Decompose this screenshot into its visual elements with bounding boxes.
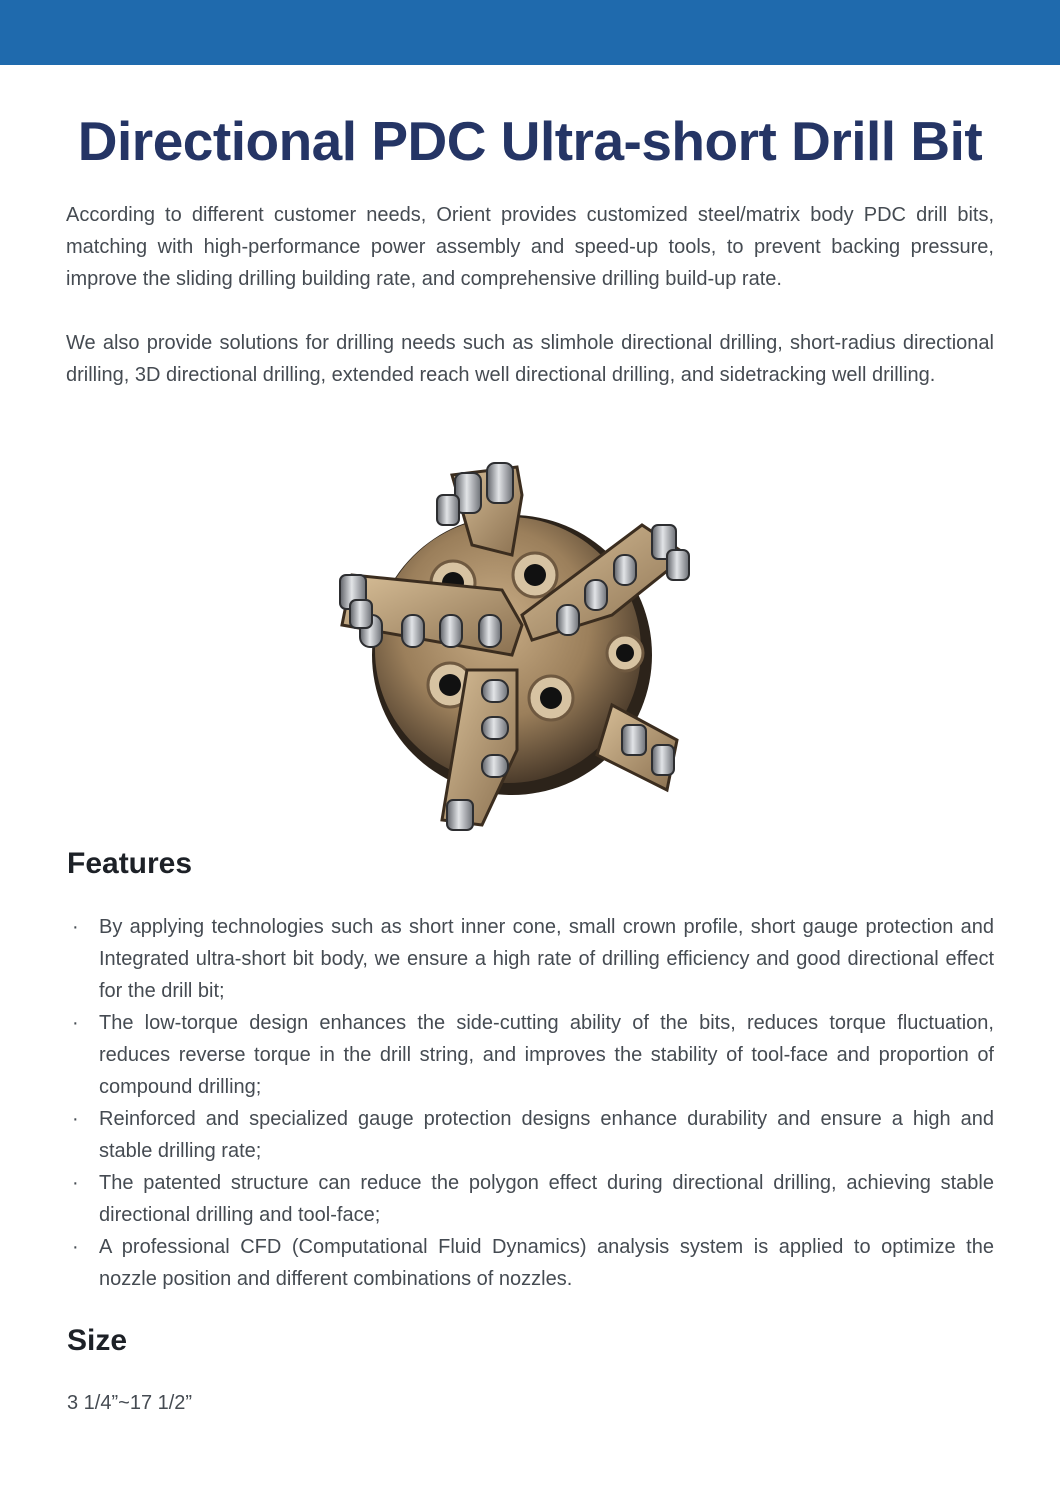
list-item (66, 1103, 994, 1167)
intro-paragraph-2: We also provide solutions for drilling needs such as slimhole directional drilling, short-radius directional drilling, 3D directional drilling, extended reach well directional drilling, and sidetracking well drilling. (66, 332, 994, 386)
bullet-dot: · (72, 1012, 79, 1034)
feature-text: The low-torque design enhances the side-cutting ability of the bits, reduces torque fluctuation, reduces reverse torque in the drill string, and improves the stability of tool-face and proportion of compound drilling; (99, 1012, 994, 1098)
feature-text: The patented structure can reduce the polygon effect during directional drilling, achieving stable directional drilling and tool-face; (99, 1172, 994, 1226)
feature-text: Reinforced and specialized gauge protection designs enhance durability and ensure a high and stable drilling rate; (99, 1108, 994, 1162)
bullet-dot: · (72, 1108, 79, 1130)
drill-bit-image (322, 455, 702, 845)
features-list (66, 911, 994, 1295)
list-item (66, 911, 994, 1007)
bullet-dot: · (72, 1172, 79, 1194)
feature-text: A professional CFD (Computational Fluid Dynamics) analysis system is applied to optimize the nozzle position and different combinations of nozzles. (99, 1236, 994, 1290)
list-item (66, 1231, 994, 1295)
feature-text: By applying technologies such as short inner cone, small crown profile, short gauge protection and Integrated ultra-short bit body, we ensure a high rate of drilling efficiency and good directional effect for the drill bit; (99, 916, 994, 1002)
header-band (0, 0, 1060, 65)
features-heading: Features (67, 847, 193, 880)
size-heading: Size (67, 1324, 128, 1357)
intro-paragraph-1: According to different customer needs, Orient provides customized steel/matrix body PDC drill bits, matching with high-performance power assembly and speed-up tools, to prevent backing pressure, improve the sliding drilling building rate, and comprehensive drilling build-up rate. (66, 204, 994, 290)
list-item (66, 1167, 994, 1231)
bullet-dot: · (72, 916, 79, 938)
size-value: 3 1/4”~17 1/2” (67, 1392, 193, 1414)
bullet-dot: · (72, 1236, 79, 1258)
list-item (66, 1007, 994, 1103)
page-title: Directional PDC Ultra-short Drill Bit (77, 110, 983, 172)
